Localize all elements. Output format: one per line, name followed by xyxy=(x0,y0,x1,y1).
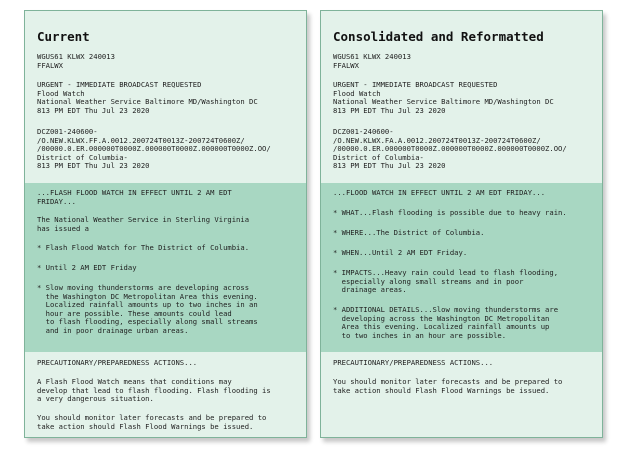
text-line: You should monitor later forecasts and be prepared to xyxy=(37,413,267,422)
zone-block xyxy=(333,128,598,171)
text-line: * Flash Flood Watch for The District of Columbia. xyxy=(37,243,250,252)
text-line: A Flash Flood Watch means that conditions may xyxy=(37,377,232,386)
text-line: 813 PM EDT Thu Jul 23 2020 xyxy=(333,105,446,115)
text-line: WGUS61 KLWX 240013 xyxy=(37,52,115,61)
text-line: developing across the Washington DC Metropolitan xyxy=(333,313,550,323)
text-line: Flood Watch xyxy=(333,88,381,98)
text-line: 813 PM EDT Thu Jul 23 2020 xyxy=(37,161,150,171)
text-line: has issued a xyxy=(37,223,89,233)
consolidated-panel xyxy=(320,10,603,438)
header-block xyxy=(37,53,302,70)
current-panel xyxy=(24,10,307,438)
text-line: URGENT - IMMEDIATE BROADCAST REQUESTED xyxy=(37,80,202,89)
text-line: take action should Flash Flood Warnings be issued. xyxy=(333,385,550,395)
bullet-what xyxy=(333,209,598,218)
text-line: WGUS61 KLWX 240013 xyxy=(333,52,411,61)
issued-text xyxy=(37,216,302,233)
bullet-impacts xyxy=(333,269,598,295)
text-line: /00000.0.ER.000000T0000Z.000000T0000Z.000000T0000Z.OO/ xyxy=(37,144,271,154)
text-line: FFALWX xyxy=(37,60,63,70)
text-line: National Weather Service Baltimore MD/Washington DC xyxy=(37,97,258,107)
text-line: and in poor drainage urban areas. xyxy=(37,325,189,335)
text-line: /O.NEW.KLWX.FA.A.0012.200724T0013Z-200724T0600Z/ xyxy=(333,135,541,145)
paragraph xyxy=(333,378,598,395)
bullet-item xyxy=(37,264,302,273)
paragraph xyxy=(37,378,302,404)
text-line: ...FLOOD WATCH IN EFFECT UNTIL 2 AM EDT FRIDAY... xyxy=(333,188,546,197)
text-line: to flash flooding, especially along small streams xyxy=(37,317,258,327)
text-line: * WHAT...Flash flooding is possible due to heavy rain. xyxy=(333,208,567,217)
text-line: 813 PM EDT Thu Jul 23 2020 xyxy=(37,105,150,115)
text-line: 813 PM EDT Thu Jul 23 2020 xyxy=(333,161,446,171)
intro-block xyxy=(333,81,598,115)
text-line: The National Weather Service in Sterling Virginia xyxy=(37,215,250,224)
precaution-heading xyxy=(333,359,598,368)
intro-block xyxy=(37,81,302,115)
text-line: to two inches in an hour are possible. xyxy=(333,330,507,340)
text-line: URGENT - IMMEDIATE BROADCAST REQUESTED xyxy=(333,80,498,89)
body-section xyxy=(25,183,306,352)
text-line: National Weather Service Baltimore MD/Washington DC xyxy=(333,97,554,107)
bullet-when xyxy=(333,249,598,258)
text-line: take action should Flash Flood Warnings be issued. xyxy=(37,421,254,431)
text-line: ...FLASH FLOOD WATCH IN EFFECT UNTIL 2 AM EDT xyxy=(37,188,232,197)
text-line: Area this evening. Localized rainfall amounts up xyxy=(333,322,550,332)
text-line: * WHEN...Until 2 AM EDT Friday. xyxy=(333,248,468,257)
text-line: especially along small streams and in poor xyxy=(333,276,524,286)
text-line: * Until 2 AM EDT Friday xyxy=(37,263,137,272)
text-line: PRECAUTIONARY/PREPAREDNESS ACTIONS... xyxy=(333,358,494,367)
text-line: drainage areas. xyxy=(333,285,407,295)
bullet-details xyxy=(333,306,598,340)
bullet-item xyxy=(37,244,302,253)
text-line: FRIDAY... xyxy=(37,196,76,206)
text-line: District of Columbia- xyxy=(37,152,128,162)
panel-title: Consolidated and Reformatted xyxy=(333,29,544,44)
paragraph xyxy=(37,414,302,431)
text-line: /O.NEW.KLWX.FF.A.0012.200724T0013Z-200724T0600Z/ xyxy=(37,135,245,145)
header-block xyxy=(333,53,598,70)
text-line: DCZ001-240600- xyxy=(37,127,98,136)
text-line: * Slow moving thunderstorms are developing across xyxy=(37,283,250,292)
text-line: the Washington DC Metropolitan Area this evening. xyxy=(37,291,258,301)
text-line: District of Columbia- xyxy=(333,152,424,162)
headline xyxy=(37,189,302,206)
bullet-item xyxy=(37,284,302,336)
text-line: You should monitor later forecasts and be prepared to xyxy=(333,377,563,386)
text-line: * IMPACTS...Heavy rain could lead to flash flooding, xyxy=(333,268,559,277)
headline xyxy=(333,189,598,198)
text-line: PRECAUTIONARY/PREPAREDNESS ACTIONS... xyxy=(37,358,198,367)
body-section xyxy=(321,183,602,352)
panel-title: Current xyxy=(37,29,90,44)
text-line: Localized rainfall amounts up to two inches in an xyxy=(37,300,258,310)
bullet-where xyxy=(333,229,598,238)
text-line: a very dangerous situation. xyxy=(37,394,154,404)
text-line: * ADDITIONAL DETAILS...Slow moving thunderstorms are xyxy=(333,305,559,314)
text-line: FFALWX xyxy=(333,60,359,70)
text-line: hour are possible. These amounts could lead xyxy=(37,308,232,318)
precaution-heading xyxy=(37,359,302,368)
text-line: * WHERE...The District of Columbia. xyxy=(333,228,485,237)
text-line: DCZ001-240600- xyxy=(333,127,394,136)
text-line: /00000.0.ER.000000T0000Z.000000T0000Z.000000T0000Z.OO/ xyxy=(333,144,567,154)
text-line: develop that lead to flash flooding. Flash flooding is xyxy=(37,385,271,395)
zone-block xyxy=(37,128,302,171)
text-line: Flood Watch xyxy=(37,88,85,98)
